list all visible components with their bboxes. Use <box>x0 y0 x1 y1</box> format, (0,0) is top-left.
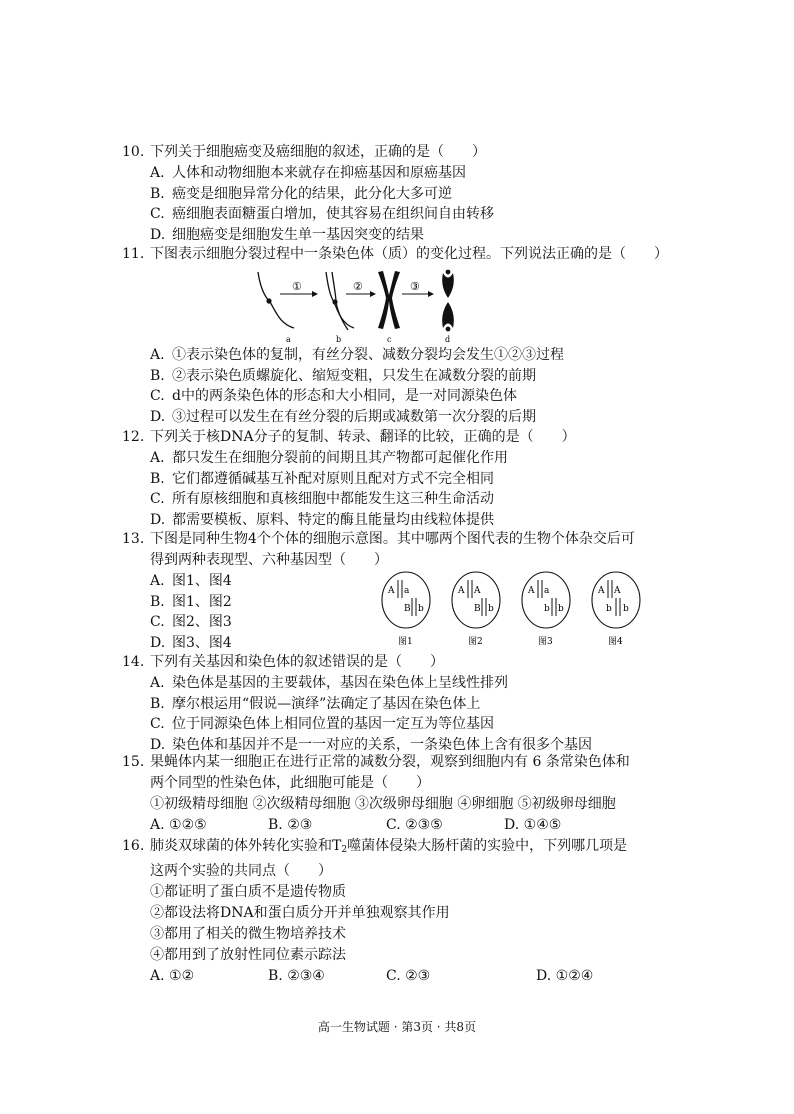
chromatin-a <box>258 272 294 328</box>
svg-text:A: A <box>528 586 535 596</box>
svg-text:b: b <box>488 604 494 614</box>
svg-text:a: a <box>404 586 410 596</box>
question-stem-cont: 两个同型的性染色体，此细胞可能是（ ） <box>150 775 430 791</box>
cell-figure-3 <box>522 572 570 647</box>
svg-text:b: b <box>544 604 550 614</box>
svg-text:c: c <box>387 335 392 344</box>
statement-4: ④都用到了放射性同位素示踪法 <box>150 947 346 963</box>
question-stem: 11. 下图表示细胞分裂过程中一条染色体（质）的变化过程。下列说法正确的是（ ） <box>122 246 668 262</box>
question-stem: 12. 下列关于核DNA分子的复制、转录、翻译的比较，正确的是（ ） <box>122 429 576 445</box>
cell-figure-2 <box>452 572 500 647</box>
option-b: B. 癌变是细胞异常分化的结果，此分化大多可逆 <box>150 185 452 202</box>
option-b: B. ②表示染色质螺旋化、缩短变粗，只发生在减数分裂的前期 <box>150 367 536 384</box>
centromere-a <box>266 298 271 303</box>
option-d: D. 都需要模板、原料、特定的酶且能量均由线粒体提供 <box>150 511 494 528</box>
chromosome-d-bottom <box>442 302 454 328</box>
option-c: C. 图2、图3 <box>150 614 232 630</box>
question-14 <box>122 652 682 755</box>
options-row <box>122 815 682 836</box>
question-stem: 13. 下图是同种生物4个个体的细胞示意图。其中哪两个图代表的生物个体杂交后可 <box>122 531 635 547</box>
options-row <box>122 966 682 987</box>
chromosome-c <box>378 271 400 329</box>
statement-2: ②都设法将DNA和蛋白质分开并单独观察其作用 <box>150 905 450 921</box>
svg-text:图1: 图1 <box>398 637 413 647</box>
svg-text:b: b <box>418 604 424 614</box>
question-stem: 14. 下列有关基因和染色体的叙述错误的是（ ） <box>122 654 444 670</box>
option-a: A. ①② <box>150 968 195 984</box>
centromere-b <box>332 299 337 304</box>
svg-text:A: A <box>474 586 481 596</box>
question-stem: 16. 肺炎双球菌的体外转化实验和$T_2$噬菌体侵染大肠杆菌的实验中，下列哪几项是 <box>122 838 628 855</box>
svg-text:a: a <box>286 335 291 344</box>
svg-text:图2: 图2 <box>468 637 483 647</box>
svg-text:A: A <box>388 586 395 596</box>
svg-text:图3: 图3 <box>538 637 553 647</box>
option-b: B. 图1、图2 <box>150 593 232 610</box>
option-a: A. 染色体是基因的主要载体，基因在染色体上呈线性排列 <box>150 675 508 691</box>
option-c: C. ②③ <box>386 968 431 984</box>
svg-text:b: b <box>558 604 564 614</box>
question-stem-cont: 这两个实验的共同点（ ） <box>150 863 332 879</box>
question-15 <box>122 752 682 836</box>
svg-text:A: A <box>614 586 621 596</box>
svg-text:b: b <box>606 604 612 614</box>
question-10 <box>122 142 682 245</box>
option-b: B. 它们都遵循碱基互补配对原则且配对方式不完全相同 <box>150 470 494 487</box>
option-d: D. ①④⑤ <box>504 817 562 833</box>
svg-text:a: a <box>544 586 550 596</box>
svg-text:图4: 图4 <box>608 637 623 647</box>
question-12 <box>122 427 682 530</box>
choice-items: ①初级精母细胞 ②次级精母细胞 ③次级卵母细胞 ④卵细胞 ⑤初级卵母细胞 <box>150 796 616 812</box>
svg-text:d: d <box>445 335 451 344</box>
question-stem-cont: 得到两种表现型、六种基因型（ ） <box>150 552 388 568</box>
chromosome-d-top <box>442 273 454 298</box>
option-d: D. 细胞癌变是细胞发生单一基因突变的结果 <box>150 226 424 243</box>
option-a: A. ①②⑤ <box>150 817 207 833</box>
option-c: C. ②③⑤ <box>386 817 443 833</box>
option-b: B. ②③④ <box>268 968 325 984</box>
chromatin-b1 <box>326 272 354 328</box>
question-16 <box>122 836 682 987</box>
svg-text:B: B <box>474 604 481 614</box>
svg-text:b: b <box>623 604 629 614</box>
cell-figure-4 <box>592 572 640 647</box>
svg-text:B: B <box>404 604 411 614</box>
option-b: B. 摩尔根运用“假说—演绎”法确定了基因在染色体上 <box>150 695 481 712</box>
question-stem: 10. 下列关于细胞癌变及癌细胞的叙述，正确的是（ ） <box>122 144 486 160</box>
option-d: D. ①②④ <box>536 968 594 984</box>
statement-3: ③都用了相关的微生物培养技术 <box>150 926 346 942</box>
step-2-label: ② <box>353 280 363 293</box>
question-11-options <box>122 345 682 427</box>
cell-diagrams <box>380 568 650 648</box>
option-a: A. 都只发生在细胞分裂前的间期且其产物都可起催化作用 <box>150 450 508 466</box>
svg-text:b: b <box>336 335 342 344</box>
statement-1: ①都证明了蛋白质不是遗传物质 <box>150 884 346 900</box>
option-c: C. 位于同源染色体上相同位置的基因一定互为等位基因 <box>150 716 494 732</box>
chromosome-change-figure <box>250 268 470 346</box>
option-c: C. 癌细胞表面糖蛋白增加，使其容易在组织间自由转移 <box>150 206 494 222</box>
option-a: A. 人体和动物细胞本来就存在抑癌基因和原癌基因 <box>150 165 466 181</box>
svg-text:A: A <box>458 586 465 596</box>
step-3-label: ③ <box>410 280 420 293</box>
option-b: B. ②③ <box>268 817 313 833</box>
step-1-label: ① <box>292 280 302 293</box>
option-a: A. ①表示染色体的复制，有丝分裂、减数分裂均会发生①②③过程 <box>150 347 564 363</box>
option-d: D. ③过程可以发生在有丝分裂的后期或减数第一次分裂的后期 <box>150 408 536 425</box>
option-c: C. 所有原核细胞和真核细胞中都能发生这三种生命活动 <box>150 491 494 507</box>
question-stem: 15. 果蝇体内某一细胞正在进行正常的减数分裂，观察到细胞内有 6 条常染色体和 <box>122 754 630 770</box>
option-d: D. 图3、图4 <box>150 634 232 651</box>
cell-figure-1 <box>382 572 430 647</box>
svg-text:A: A <box>598 586 605 596</box>
page-footer: 高一生物试题 · 第3页 · 共8页 <box>317 1020 477 1034</box>
option-d: D. 染色体和基因并不是一一对应的关系，一条染色体上含有很多个基因 <box>150 736 592 753</box>
question-11 <box>122 244 682 265</box>
option-a: A. 图1、图4 <box>150 573 232 589</box>
option-c: C. d中的两条染色体的形态和大小相同，是一对同源染色体 <box>150 388 517 404</box>
